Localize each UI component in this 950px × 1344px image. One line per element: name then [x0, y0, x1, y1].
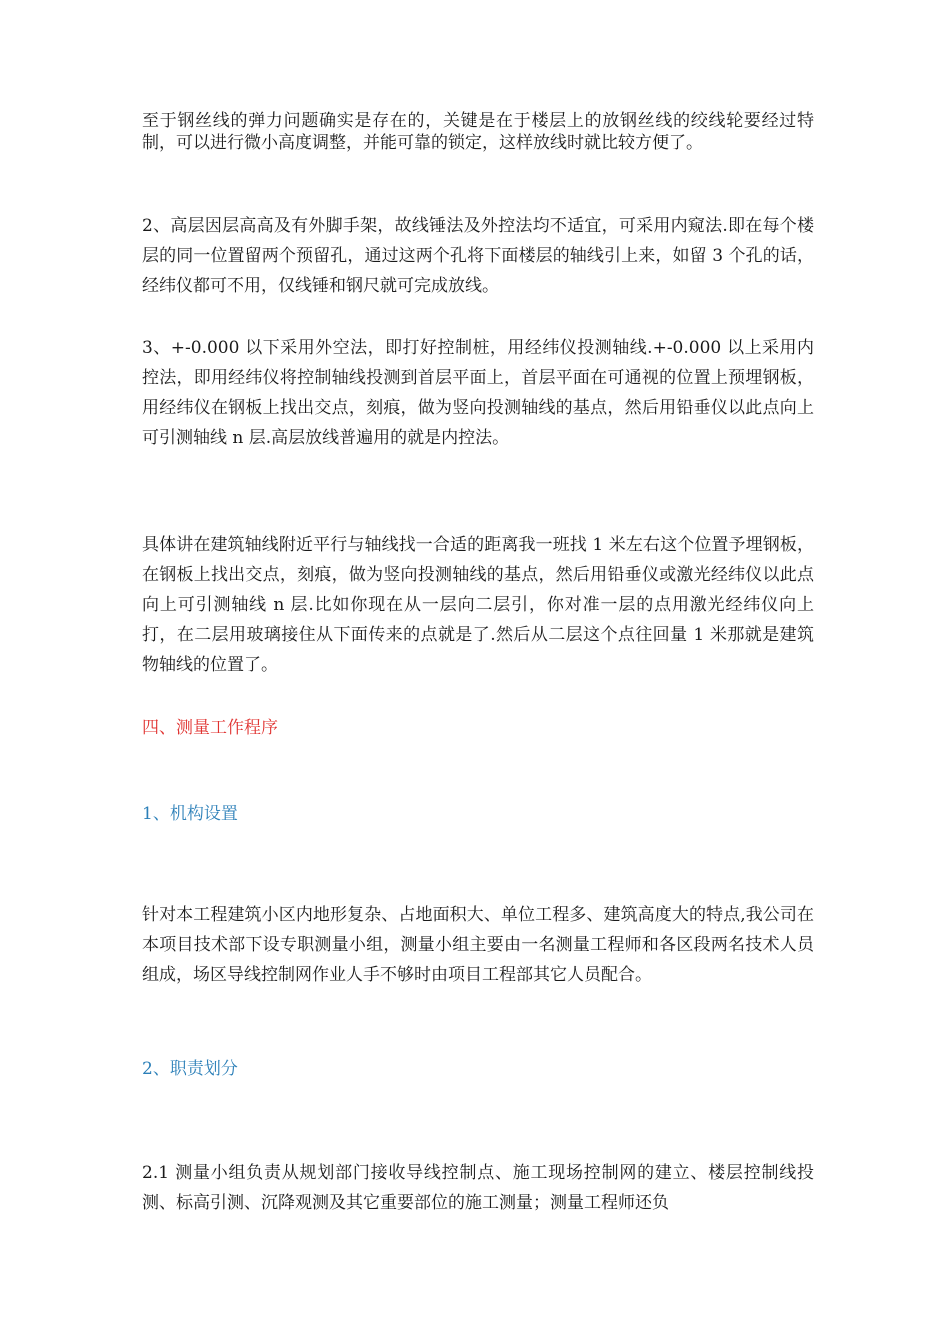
- paragraph-steel-wire-elasticity: 至于钢丝线的弹力问题确实是存在的，关键是在于楼层上的放钢丝线的绞线轮要经过特制，可以进行微小高度调整，并能可靠的锁定，这样放线时就比较方便了。: [142, 111, 814, 153]
- paragraph-embedded-steel-plate: 具体讲在建筑轴线附近平行与轴线找一合适的距离我一班找 1 米左右这个位置予埋钢板，在钢板上找出交点，刻痕，做为竖向投测轴线的基点，然后用铅垂仪或激光经纬仪以此点向上可引测轴线 n 层.比如你现在从一层向二层引，你对准一层的点用激光经纬仪向上打，在二层用玻璃接住从下面传来的点就是了.然后从二层这个点往回量 1 米那就是建筑物轴线的位置了。: [142, 535, 814, 675]
- subheading-responsibilities: 2、职责划分: [142, 1059, 238, 1079]
- paragraph-internal-method: 2、高层因层高高及有外脚手架，故线锤法及外控法均不适宜，可采用内窥法.即在每个楼层的同一位置留两个预留孔，通过这两个孔将下面楼层的轴线引上来，如留 3 个孔的话，经纬仪都可不用，仅线锤和钢尺就可完成放线。: [142, 216, 814, 296]
- subheading-organization: 1、机构设置: [142, 804, 238, 824]
- paragraph-team-duties: 2.1 测量小组负责从规划部门接收导线控制点、施工现场控制网的建立、楼层控制线投测、标高引测、沉降观测及其它重要部位的施工测量；测量工程师还负: [142, 1163, 814, 1213]
- section-heading-survey-procedure: 四、测量工作程序: [142, 718, 278, 738]
- paragraph-external-internal-control: 3、+-0.000 以下采用外空法，即打好控制桩，用经纬仪投测轴线.+-0.000 以上采用内控法，即用经纬仪将控制轴线投测到首层平面上，首层平面在可通视的位置上预埋钢板，用经纬仪在钢板上找出交点，刻痕，做为竖向投测轴线的基点，然后用铅垂仪以此点向上可引测轴线 n 层.高层放线普遍用的就是内控法。: [142, 338, 814, 448]
- paragraph-survey-team: 针对本工程建筑小区内地形复杂、占地面积大、单位工程多、建筑高度大的特点,我公司在本项目技术部下设专职测量小组，测量小组主要由一名测量工程师和各区段两名技术人员组成，场区导线控制网作业人手不够时由项目工程部其它人员配合。: [142, 905, 814, 985]
